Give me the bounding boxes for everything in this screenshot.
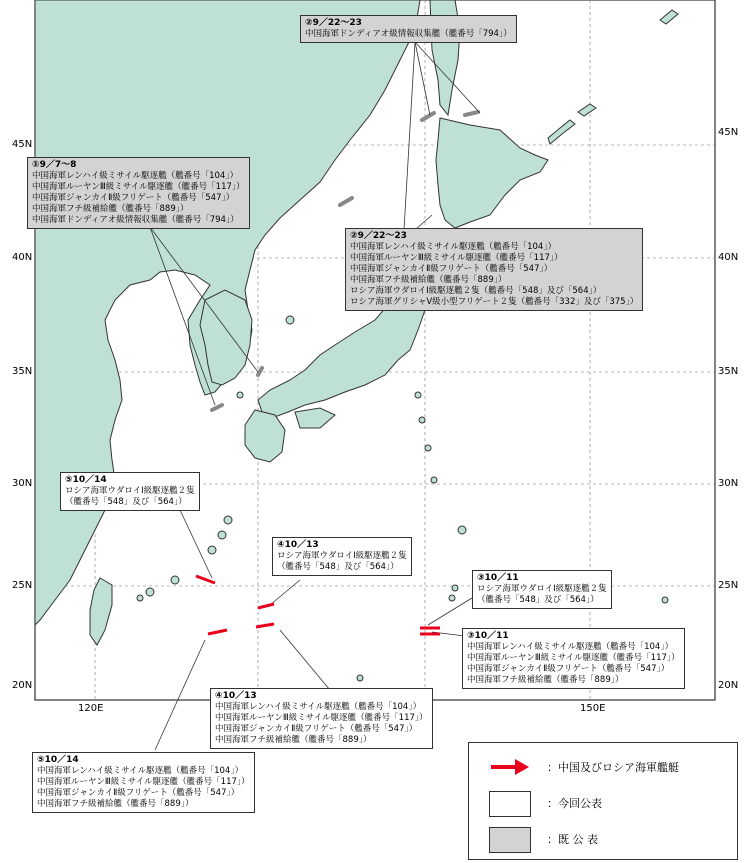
callout-5c-line: 中国海軍フチ級補給艦（艦番号「889」） xyxy=(37,799,194,809)
lat-label-30-right: 30N xyxy=(718,478,739,489)
callout-4c-line: 中国海軍レンハイ級ミサイル駆逐艦（艦番号「104」） xyxy=(215,702,422,712)
callout-box-1 xyxy=(27,157,250,229)
lat-label-45-left: 45N xyxy=(12,139,33,150)
gray-box-swatch xyxy=(489,827,531,853)
ryukyu-2 xyxy=(218,531,226,539)
ogasawara-1 xyxy=(458,526,466,534)
izu-1 xyxy=(415,392,421,398)
callout-3c-line: 中国海軍レンハイ級ミサイル駆逐艦（艦番号「104」） xyxy=(467,642,674,652)
callout-box-4-russia xyxy=(272,537,412,576)
callout-5c-line: 中国海軍レンハイ級ミサイル駆逐艦（艦番号「104」） xyxy=(37,766,244,776)
ogasawara-2 xyxy=(452,585,458,591)
callout-box-3-china xyxy=(462,628,685,689)
ryukyu-1 xyxy=(224,516,232,524)
marcus-island xyxy=(662,597,668,603)
okinotori xyxy=(357,675,363,681)
callout-5r-line: （艦番号「548」及び「564」） xyxy=(65,497,187,507)
callout-3c-header: ③10／11 xyxy=(467,631,509,641)
callout-5r-line: ロシア海軍ウダロイⅠ級駆逐艦２隻 xyxy=(65,486,195,496)
izu-4 xyxy=(431,477,437,483)
callout-4c-header: ④10／13 xyxy=(215,691,257,701)
callout-5r-header: ⑤10／14 xyxy=(65,475,107,485)
callout-5c-line: 中国海軍ルーヤンⅢ級ミサイル駆逐艦（艦番号「117」） xyxy=(37,777,250,787)
ryukyu-3 xyxy=(208,546,216,554)
callout-3r-header: ③10／11 xyxy=(477,573,519,583)
lat-label-35-left: 35N xyxy=(12,366,33,377)
callout-5c-line: 中国海軍ジャンカイⅡ級フリゲート（艦番号「547」） xyxy=(37,788,240,798)
lat-label-20-right: 20N xyxy=(718,680,739,691)
callout-2b-header: ②9／22～23 xyxy=(350,231,407,241)
legend-old-label: ：既 公 表 xyxy=(547,833,598,846)
callout-4c-line: 中国海軍ルーヤンⅢ級ミサイル駆逐艦（艦番号「117」） xyxy=(215,713,428,723)
callout-1-header: ①9／7～8 xyxy=(32,160,77,170)
izu-3 xyxy=(425,445,431,451)
ryukyu-4 xyxy=(171,576,179,584)
callout-4r-header: ④10／13 xyxy=(277,540,319,550)
callout-box-2a xyxy=(300,15,517,43)
lon-label-150: 150E xyxy=(580,703,606,714)
lat-label-45-right: 45N xyxy=(718,127,739,138)
legend-row-old xyxy=(469,825,737,855)
legend-row-new xyxy=(469,789,737,819)
red-arrow-icon xyxy=(489,759,529,783)
callout-box-3-russia xyxy=(472,570,612,609)
white-box-swatch xyxy=(489,791,531,817)
lat-label-40-left: 40N xyxy=(12,252,33,263)
callout-4r-line: ロシア海軍ウダロイⅠ級駆逐艦２隻 xyxy=(277,551,407,561)
lon-label-120: 120E xyxy=(78,703,104,714)
callout-1-line: 中国海軍フチ級補給艦（艦番号「889」） xyxy=(32,204,189,214)
ryukyu-5 xyxy=(146,588,154,596)
lat-label-25-right: 25N xyxy=(718,580,739,591)
legend xyxy=(468,742,738,860)
izu-2 xyxy=(419,417,425,423)
callout-2a-header: ②9／22～23 xyxy=(305,18,362,28)
legend-arrow-label: ：中国及びロシア海軍艦艇 xyxy=(547,761,679,774)
lat-label-25-left: 25N xyxy=(12,580,33,591)
oki-island xyxy=(286,316,294,324)
lat-label-40-right: 40N xyxy=(718,252,739,263)
callout-2b-line: 中国海軍フチ級補給艦（艦番号「889」） xyxy=(350,275,507,285)
callout-4r-line: （艦番号「548」及び「564」） xyxy=(277,562,399,572)
callout-2b-line: 中国海軍ジャンカイⅡ級フリゲート（艦番号「547」） xyxy=(350,264,553,274)
callout-box-5-russia xyxy=(60,472,200,511)
callout-3c-line: 中国海軍ジャンカイⅡ級フリゲート（艦番号「547」） xyxy=(467,664,670,674)
callout-box-2b xyxy=(345,228,643,311)
callout-3r-line: ロシア海軍ウダロイⅠ級駆逐艦２隻 xyxy=(477,584,607,594)
callout-4c-line: 中国海軍フチ級補給艦（艦番号「889」） xyxy=(215,735,372,745)
callout-1-line: 中国海軍レンハイ級ミサイル駆逐艦（艦番号「104」） xyxy=(32,171,239,181)
legend-row-arrow xyxy=(469,753,737,783)
callout-3c-line: 中国海軍ルーヤンⅢ級ミサイル駆逐艦（艦番号「117」） xyxy=(467,653,680,663)
callout-5c-header: ⑤10／14 xyxy=(37,755,79,765)
callout-1-line: 中国海軍ルーヤンⅢ級ミサイル駆逐艦（艦番号「117」） xyxy=(32,182,245,192)
ogasawara-3 xyxy=(449,595,455,601)
callout-box-4-china xyxy=(210,688,433,749)
lat-label-35-right: 35N xyxy=(718,366,739,377)
callout-1-line: 中国海軍ドンディアオ級情報収集艦（艦番号「794」） xyxy=(32,215,239,225)
callout-2b-line: 中国海軍ルーヤンⅢ級ミサイル駆逐艦（艦番号「117」） xyxy=(350,253,563,263)
callout-2a-line: 中国海軍ドンディアオ級情報収集艦（艦番号「794」） xyxy=(305,29,512,39)
lat-label-20-left: 20N xyxy=(12,680,33,691)
callout-box-5-china xyxy=(32,752,255,813)
callout-2b-line: 中国海軍レンハイ級ミサイル駆逐艦（艦番号「104」） xyxy=(350,242,557,252)
callout-2b-line: ロシア海軍ウダロイⅠ級駆逐艦２隻（艦番号「548」及び「564」） xyxy=(350,286,602,296)
ryukyu-6 xyxy=(137,595,143,601)
callout-1-line: 中国海軍ジャンカイⅡ級フリゲート（艦番号「547」） xyxy=(32,193,235,203)
callout-3r-line: （艦番号「548」及び「564」） xyxy=(477,595,599,605)
callout-4c-line: 中国海軍ジャンカイⅡ級フリゲート（艦番号「547」） xyxy=(215,724,418,734)
lat-label-30-left: 30N xyxy=(12,478,33,489)
callout-3c-line: 中国海軍フチ級補給艦（艦番号「889」） xyxy=(467,675,624,685)
callout-2b-line: ロシア海軍グリシャⅤ級小型フリゲート２隻（艦番号「332」及び「375」） xyxy=(350,297,639,307)
legend-new-label: ：今回公表 xyxy=(547,797,602,810)
tsushima xyxy=(237,392,243,398)
